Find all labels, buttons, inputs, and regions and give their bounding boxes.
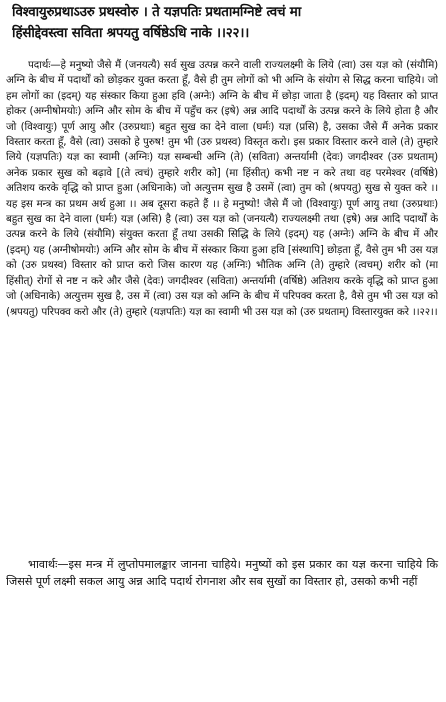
padartha-paragraph — [6, 58, 438, 320]
mantra-line-1: विश्वायुरुप्रथाऽउरु प्रथस्वोरु । ते यज्ञपतिः प्रथतामग्निष्टे त्वचं मा — [12, 4, 302, 20]
mantra-line-2: हिंसीद्देवस्त्वा सविता श्रपयतु वर्षिष्ठेऽधि नाके ।।२२।। — [12, 25, 250, 41]
padartha-section — [6, 58, 438, 538]
mantra-verse — [12, 2, 438, 44]
padartha-text: —हे मनुष्यो जैसे मैं (जनयत्यै) सर्व सुख उत्पन्न करने वाली राज्यलक्ष्मी के लिये (त्वा) उस यज्ञ को (संयौमि) अग्नि के बीच में पदार्थों को छोड़कर युक्त करता हूँ, वैसे ही तुम लोगों को भी अग्नि के संयोग से सिद्ध करना चाहिये। जो हम लोगों का (इदम्) यह संस्कार किया हुआ हवि (अग्नेः) अग्नि के बीच में छोड़ा जाता है (इदम्) यह विस्तार को प्राप्त होकर (अग्नीषोमयोः) अग्नि और सोम के बीच में पहुँच कर (इषे) अन्न आदि पदार्थों के उत्पन्न करने के लिये होता है और जो (विश्वायुः) पूर्ण आयु और (उरुप्रथाः) बहुत सुख का देने वाला (घर्मः) यज्ञ (प्रसि) है, उसका जैसे मैं अनेक प्रकार विस्तार करता हूँ, वैसे (त्वा) उसको हे पुरुष! तुम भी (उरु प्रथस्व) विस्तृत करो। इस प्रकार विस्तार करने वाले (ते) तुम्हारे लिये (यज्ञपतिः) यज्ञ का स्वामी (अग्निः) यज्ञ सम्बन्धी अग्नि (ते) (सविता) अन्तर्यामी (देवः) जगदीश्वर (उरु प्रथताम्) अनेक प्रकार सुख को बढ़ावे [(ते त्वचं) तुम्हारे शरीर को] (मा हिंसीत्) कभी नष्ट न करे तथा वह परमेश्वर (वर्षिष्ठे) अतिशय करके वृद्धि को प्राप्त हुआ (अधिनाके) जो अत्युत्तम सुख है उसमें (त्वा) तुम को (श्रपयतु) सुख से युक्त करे ।। यह इस मन्त्र का प्रथम अर्थ हुआ ।। अब दूसरा कहते हैं ।। हे मनुष्यो! जैसे मैं जो (विश्वायुः) पूर्ण आयु तथा (उरुप्रथाः) बहुत सुख का देने वाला (घर्मः) यज्ञ (असि) है (त्वा) उस यज्ञ को (जनयत्यै) राज्यलक्ष्मी तथा (इषे) अन्न आदि पदार्थों के उत्पन्न करने के लिये (संयौमि) संयुक्त करता हूँ तथा उसकी सिद्धि के लिये (इदम्) यह (अग्नेः) अग्नि के बीच में और (इदम्) यह (अग्नीषोमयोः) अग्नि और सोम के बीच में संस्कार किया हुआ हवि [संस्थापि] छोड़ता हूँ, वैसे तुम भी उस यज्ञ को (उरु प्रथस्व) विस्तार को प्राप्त करो जिस कारण यह (अग्निः) भौतिक अग्नि (ते) तुम्हारे (त्वचम्) शरीर को (मा हिंसीत्) रोगों से नष्ट न करे और जैसे (देवः) जगदीश्वर (सविता) अन्तर्यामी (वर्षिष्ठे) अतिशय करके वृद्धि को प्राप्त हुआ जो (अधिनाके) अत्युत्तम सुख है, उस में (त्वा) उस यज्ञ को अग्नि के बीच में परिपक्व करता है, वैसे तुम भी उस यज्ञ को (श्रपयतु) परिपक्व करो और (ते) तुम्हारे (यज्ञपतिः) यज्ञ का स्वामी भी उस यज्ञ को (उरु प्रथताम्) विस्तारयुक्त करे ।।२२।। — [6, 59, 438, 318]
padartha-label: पदार्थः — [28, 59, 51, 71]
bhavartha-text: —इस मन्त्र में लुप्तोपमालङ्कार जानना चाहिये। मनुष्यों को इस प्रकार का यज्ञ करना चाहिये कि जिससे पूर्ण लक्ष्मी सकल आयु अन्न आदि पदार्थ रोगनाश और सब सुखों का विस्तार हो, उसको कभी नहीं — [6, 558, 438, 589]
bhavartha-paragraph — [6, 556, 438, 591]
bhavartha-label: भावार्थः — [28, 558, 58, 571]
